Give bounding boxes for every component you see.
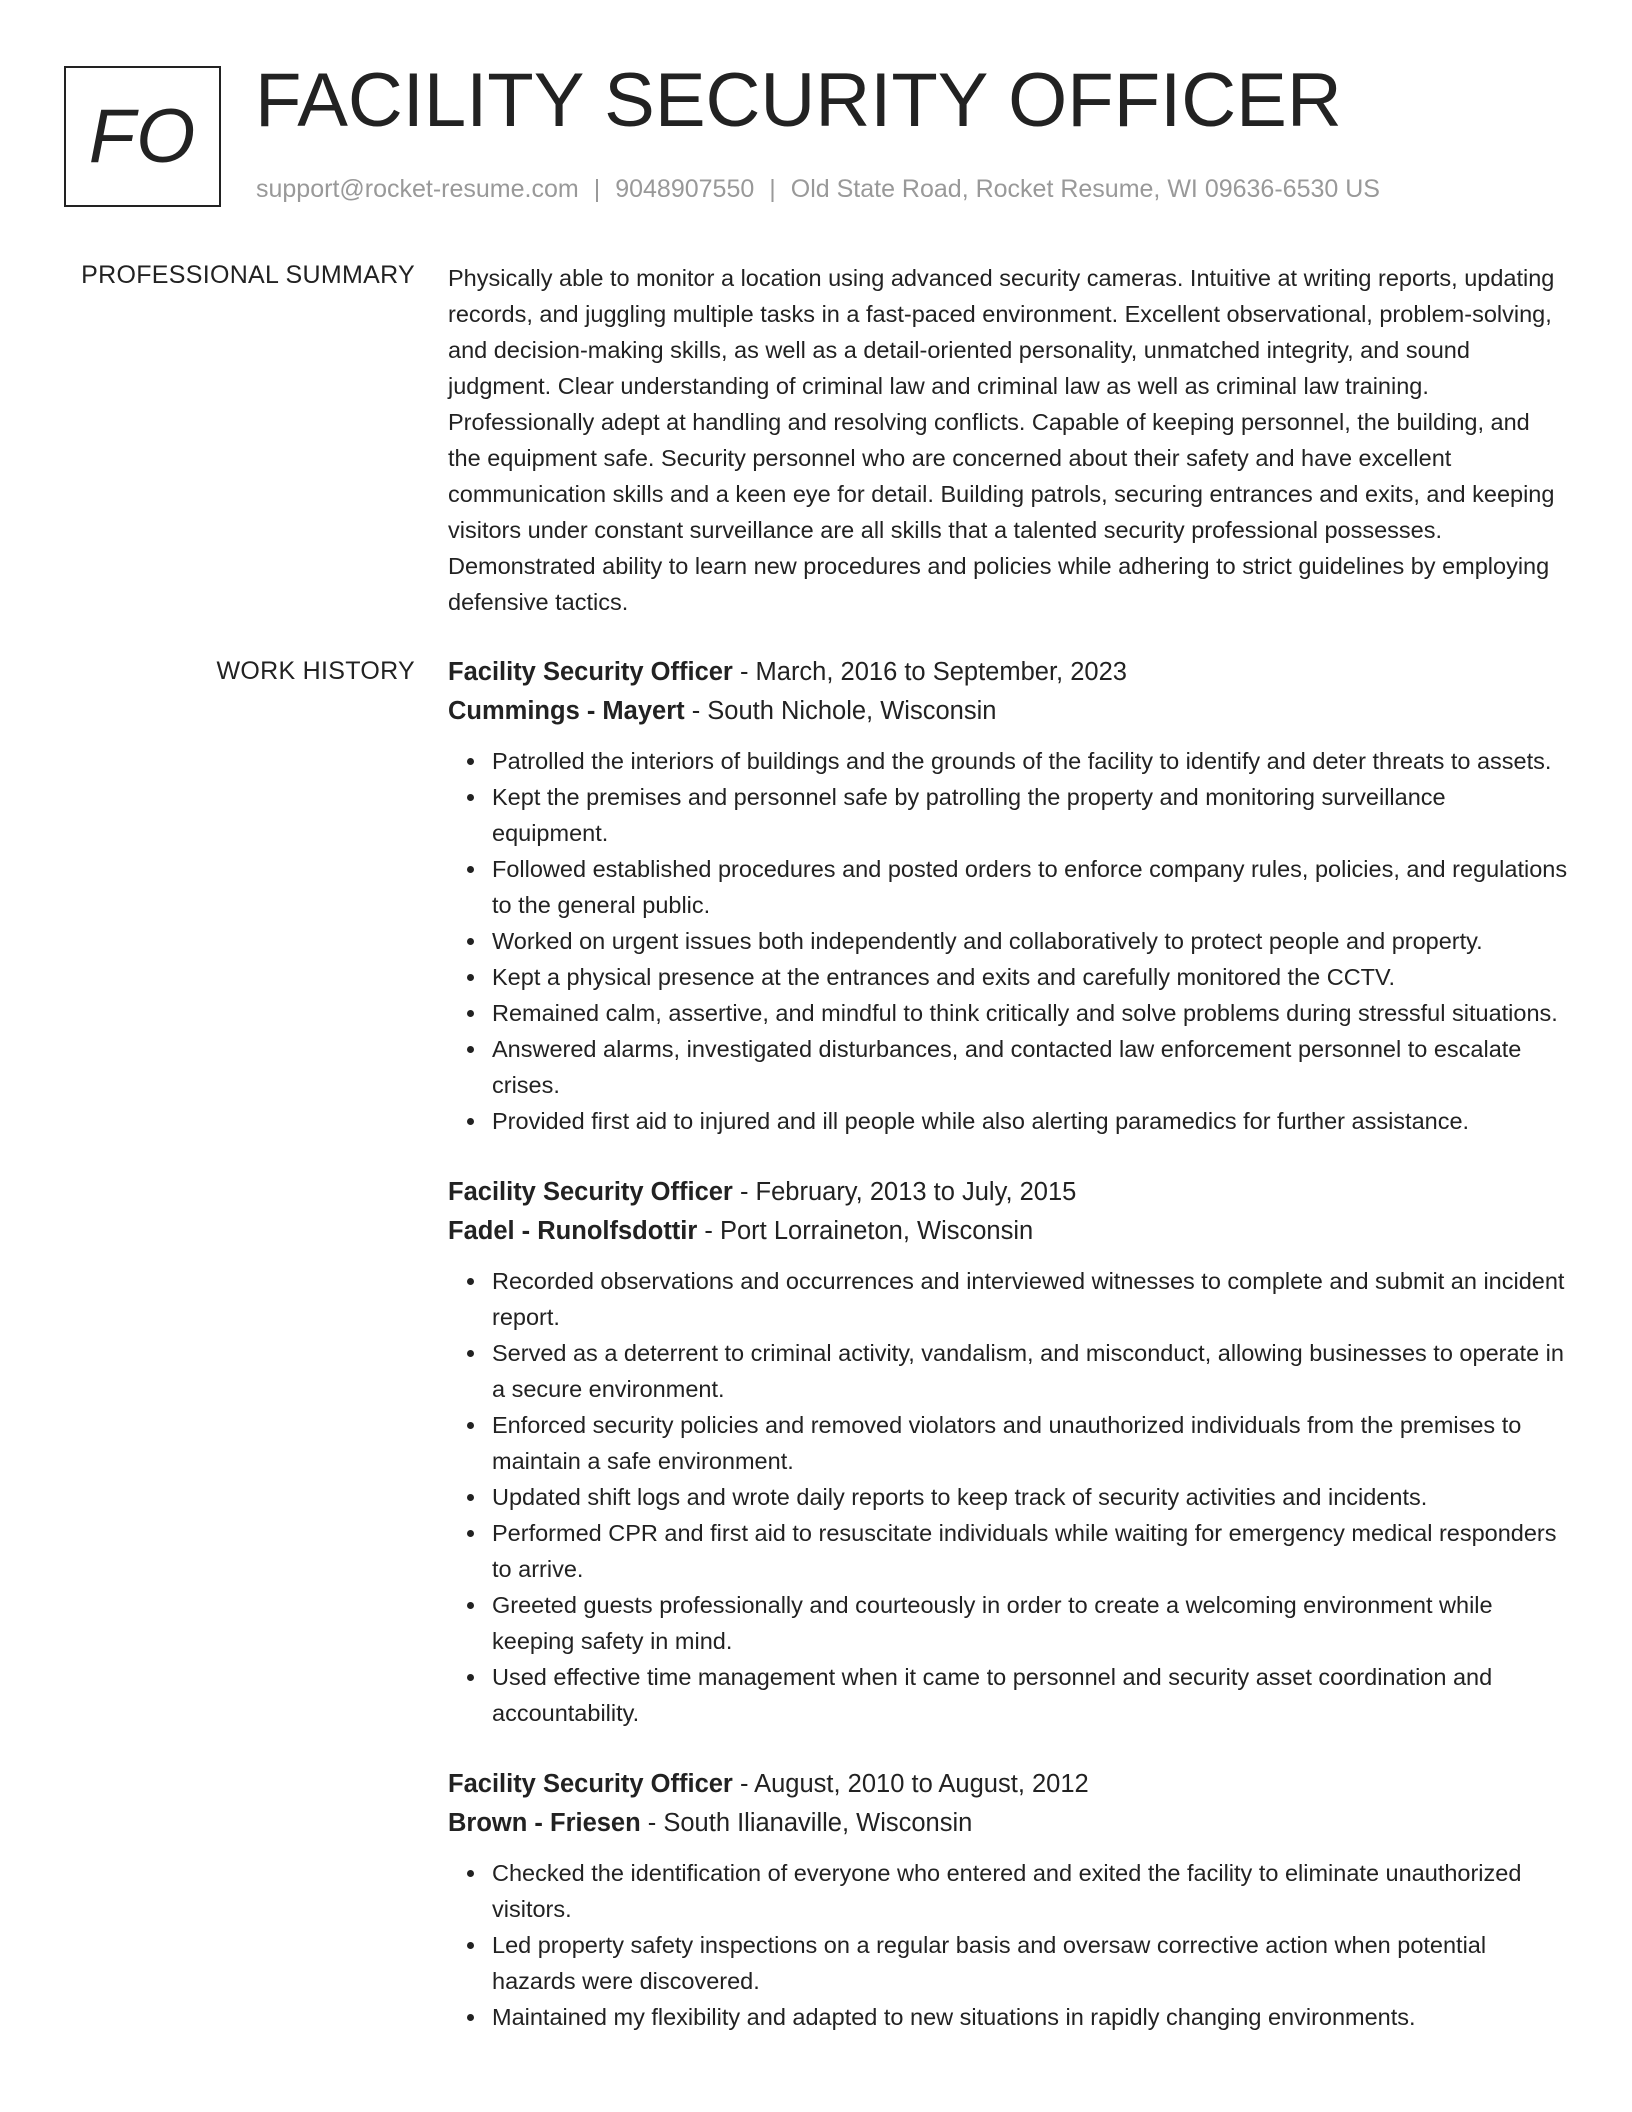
job-entry xyxy=(448,653,1568,1139)
job-duty-item: Patrolled the interiors of buildings and the grounds of the facility to identify and deter threats to assets. xyxy=(492,743,1568,779)
job-title-line xyxy=(448,1765,1568,1804)
job-duty-item: Kept a physical presence at the entrances and exits and carefully monitored the CCTV. xyxy=(492,959,1568,995)
contact-email: support@rocket-resume.com xyxy=(256,175,579,203)
job-company-line xyxy=(448,1212,1568,1251)
job-location: - South Nichole, Wisconsin xyxy=(684,697,997,725)
job-duty-item: Checked the identification of everyone who entered and exited the facility to eliminate unauthorized visitors. xyxy=(492,1855,1568,1927)
contact-address: Old State Road, Rocket Resume, WI 09636-6530 US xyxy=(790,175,1380,203)
job-dates: - February, 2013 to July, 2015 xyxy=(732,1178,1077,1206)
page-title: FACILITY SECURITY OFFICER xyxy=(255,58,1342,143)
job-company: Cummings - Mayert xyxy=(448,697,685,725)
job-duties-list xyxy=(448,743,1568,1139)
job-duty-item: Followed established procedures and posted orders to enforce company rules, policies, and regulations to the general public. xyxy=(492,851,1568,923)
job-title-line xyxy=(448,653,1568,692)
section-heading-summary: PROFESSIONAL SUMMARY xyxy=(81,261,415,289)
job-duty-item: Worked on urgent issues both independently and collaboratively to protect people and property. xyxy=(492,923,1568,959)
job-duty-item: Kept the premises and personnel safe by patrolling the property and monitoring surveillance equipment. xyxy=(492,779,1568,851)
job-title: Facility Security Officer xyxy=(448,1178,733,1206)
job-entry xyxy=(448,1173,1568,1731)
job-duty-item: Updated shift logs and wrote daily reports to keep track of security activities and incidents. xyxy=(492,1479,1568,1515)
contact-phone: 9048907550 xyxy=(615,175,755,203)
job-duties-list xyxy=(448,1855,1568,2035)
job-company-line xyxy=(448,1804,1568,1843)
contact-line xyxy=(256,174,1380,204)
job-entry xyxy=(448,1765,1568,2035)
job-duty-item: Used effective time management when it came to personnel and security asset coordination and accountability. xyxy=(492,1659,1568,1731)
summary-paragraph: Physically able to monitor a location using advanced security cameras. Intuitive at writing reports, updating records, and juggling multiple tasks in a fast-paced environment. Excellent observational, problem-solving, and decision-making skills, as well as a detail-oriented personality, unmatched integrity, and sound judgment. Clear understanding of criminal law and criminal law as well as criminal law training. Professionally adept at handling and resolving conflicts. Capable of keeping personnel, the building, and the equipment safe. Security personnel who are concerned about their safety and have excellent communication skills and a keen eye for detail. Building patrols, securing entrances and exits, and keeping visitors under constant surveillance are all skills that a talented security professional possesses. Demonstrated ability to learn new procedures and policies while adhering to strict guidelines by employing defensive tactics. xyxy=(448,265,1555,615)
job-duty-item: Answered alarms, investigated disturbances, and contacted law enforcement personnel to escalate crises. xyxy=(492,1031,1568,1103)
job-duty-item: Provided first aid to injured and ill people while also alerting paramedics for further assistance. xyxy=(492,1103,1568,1139)
job-company: Brown - Friesen xyxy=(448,1809,641,1837)
job-dates: - August, 2010 to August, 2012 xyxy=(732,1770,1089,1798)
job-duties-list xyxy=(448,1263,1568,1731)
job-title-line xyxy=(448,1173,1568,1212)
job-duty-item: Served as a deterrent to criminal activity, vandalism, and misconduct, allowing businesses to operate in a secure environment. xyxy=(492,1335,1568,1407)
job-duty-item: Remained calm, assertive, and mindful to think critically and solve problems during stressful situations. xyxy=(492,995,1568,1031)
job-title: Facility Security Officer xyxy=(448,1770,733,1798)
job-duty-item: Performed CPR and first aid to resuscitate individuals while waiting for emergency medical responders to arrive. xyxy=(492,1515,1568,1587)
job-duty-item: Greeted guests professionally and courteously in order to create a welcoming environment while keeping safety in mind. xyxy=(492,1587,1568,1659)
job-location: - South Ilianaville, Wisconsin xyxy=(640,1809,973,1837)
job-company: Fadel - Runolfsdottir xyxy=(448,1217,698,1245)
job-dates: - March, 2016 to September, 2023 xyxy=(732,658,1127,686)
job-location: - Port Lorraineton, Wisconsin xyxy=(697,1217,1034,1245)
monogram-badge: FO xyxy=(64,66,221,207)
contact-separator: | xyxy=(769,175,776,203)
job-duty-item: Maintained my flexibility and adapted to new situations in rapidly changing environments. xyxy=(492,1999,1568,2035)
job-duty-item: Enforced security policies and removed violators and unauthorized individuals from the premises to maintain a safe environment. xyxy=(492,1407,1568,1479)
job-duty-item: Led property safety inspections on a regular basis and oversaw corrective action when potential hazards were discovered. xyxy=(492,1927,1568,1999)
job-company-line xyxy=(448,692,1568,731)
job-title: Facility Security Officer xyxy=(448,658,733,686)
job-duty-item: Recorded observations and occurrences and interviewed witnesses to complete and submit an incident report. xyxy=(492,1263,1568,1335)
section-heading-work-history: WORK HISTORY xyxy=(216,657,415,685)
contact-separator: | xyxy=(593,175,601,203)
